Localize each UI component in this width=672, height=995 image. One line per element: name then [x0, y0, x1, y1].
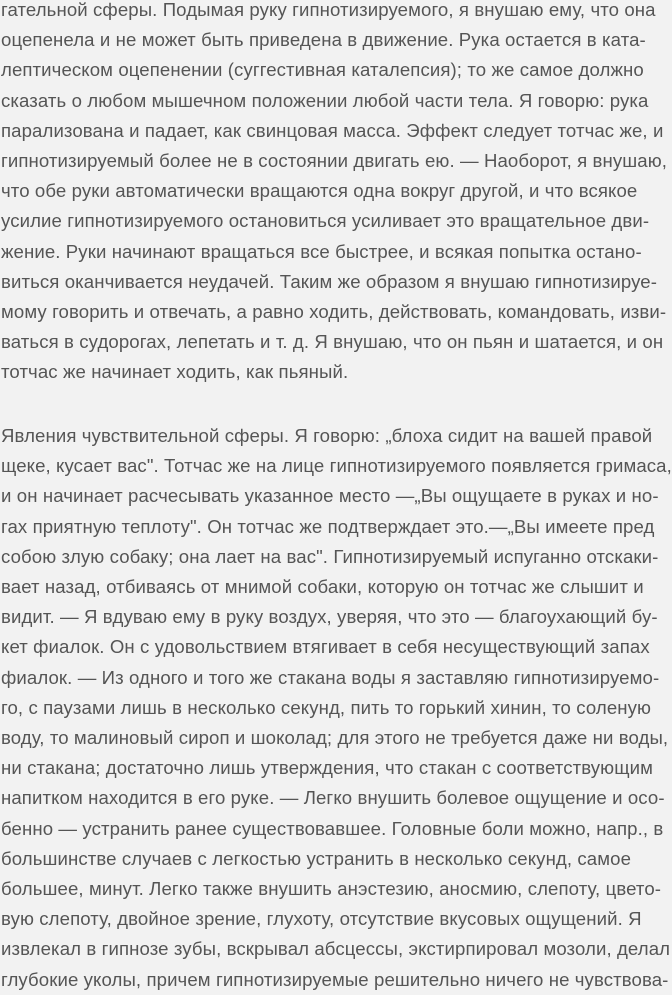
text-line: жение. Руки начинают вращаться все быстрее, и всякая попытка остано-	[1, 240, 642, 262]
text-line: сказать о любом мышечном положении любой части тела. Я говорю: рука	[1, 89, 649, 111]
text-line: мому говорить и отвечать, а равно ходить, действовать, командовать, изви-	[1, 301, 667, 323]
text-line: тотчас же начинает ходить, как пьяный.	[1, 361, 349, 383]
text-line: щеке, кусает вас". Тотчас же на лице гипнотизируемого появляется гримаса,	[1, 455, 672, 477]
text-line: ваться в судорогах, лепетать и т. д. Я внушаю, что он пьян и шатается, и он	[1, 331, 664, 353]
text-line: усилие гипнотизируемого остановиться усиливает это вращательное дви-	[1, 210, 650, 232]
text-line: извлекал в гипнозе зубы, вскрывал абсцессы, экстирпировал мозоли, делал	[1, 938, 671, 960]
text-line: и он начинает расчесывать указанное место —„Вы ощущаете в руках и но-	[1, 485, 659, 507]
text-line: глубокие уколы, причем гипнотизируемые решительно ничего не чувствова-	[1, 968, 669, 990]
text-line: парализована и падает, как свинцовая масса. Эффект следует тотчас же, и	[1, 119, 664, 141]
text-line: собою злую собаку; она лает на вас". Гипнотизируемый испуганно отскаки-	[1, 545, 659, 567]
text-line: видит. — Я вдуваю ему в руку воздух, уверяя, что это — благоухающий бу-	[1, 606, 658, 628]
text-line: что обе руки автоматически вращаются одна вокруг другой, и что всякое	[1, 180, 638, 202]
text-line: ни стакана; достаточно лишь утверждения, что стакан с соответствующим	[1, 757, 653, 779]
text-line: гательной сферы. Подымая руку гипнотизируемого, я внушаю ему, что она	[1, 0, 656, 20]
text-line: фиалок. — Из одного и того же стакана воды я заставляю гипнотизируемо-	[1, 666, 660, 688]
text-line: гипнотизируемый более не в состоянии двигать ею. — Наоборот, я внушаю,	[1, 150, 668, 172]
paragraph-motor-sphere	[1, 0, 668, 388]
text-line: большинстве случаев с легкостью устранить в несколько секунд, самое	[1, 847, 632, 869]
text-line: виться оканчивается неудачей. Таким же образом я внушаю гипнотизируе-	[1, 270, 658, 292]
text-line: лептическом оцепенении (суггестивная каталепсия); то же самое должно	[1, 59, 644, 81]
text-line: большее, минут. Легко также внушить анэстезию, аносмию, слепоту, цвето-	[1, 878, 662, 900]
text-line: гах приятную теплоту". Он тотчас же подтверждает это.—„Вы имеете пред	[1, 515, 655, 537]
text-line: воду, то малиновый сироп и шоколад; для этого не требуется даже ни воды,	[1, 727, 669, 749]
text-line: вает назад, отбиваясь от мнимой собаки, которую он тотчас же слышит и	[1, 576, 644, 598]
text-line: вую слепоту, двойное зрение, глухоту, отсутствие вкусовых ощущений. Я	[1, 908, 642, 930]
text-line: го, с паузами лишь в несколько секунд, пить то горький хинин, то соленую	[1, 696, 652, 718]
paragraph-sensory-sphere	[1, 421, 672, 995]
text-line: оцепенела и не может быть приведена в движение. Рука остается в ката-	[1, 29, 646, 51]
text-line: кет фиалок. Он с удовольствием втягивает в себя несуществующий запах	[1, 636, 650, 658]
text-line: Явления чувствительной сферы. Я говорю: „блоха сидит на вашей правой	[1, 425, 653, 446]
text-line: бенно — устранить ранее существовавшее. Головные боли можно, напр., в	[1, 817, 664, 839]
text-line: напитком находится в его руке. — Легко внушить болевое ощущение и осо-	[1, 787, 665, 809]
